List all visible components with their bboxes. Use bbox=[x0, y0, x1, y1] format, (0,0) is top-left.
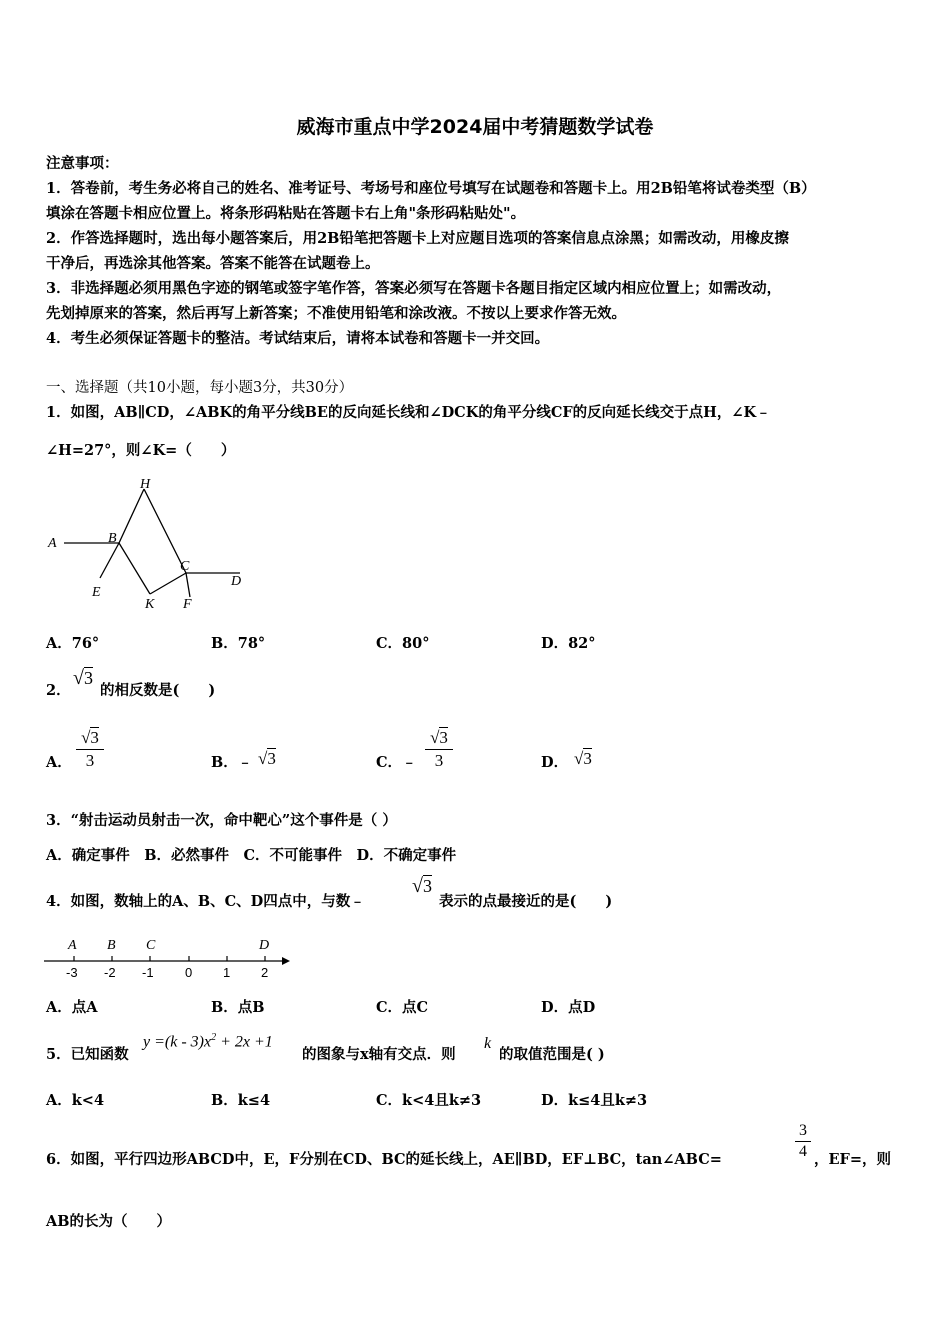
q2-option-b-sqrt: √3 bbox=[258, 749, 276, 768]
q6-stem-line2: AB的长为（ ） bbox=[46, 1213, 172, 1230]
q5-formula-part2: + 2x +1 bbox=[216, 1033, 273, 1051]
fig-label-D: D bbox=[231, 574, 242, 589]
notice-line-2b: 干净后，再选涂其他答案。答案不能答在试题卷上。 bbox=[46, 255, 380, 272]
notice-line-3b: 先划掉原来的答案，然后再写上新答案；不准使用铅笔和涂改液。不按以上要求作答无效。 bbox=[46, 305, 626, 322]
q2-option-d[interactable]: D． bbox=[541, 754, 569, 771]
q2-sqrt3: √3 bbox=[73, 667, 93, 689]
q2-option-c[interactable]: C．﹣ bbox=[376, 754, 417, 771]
q2-sqrt3-radicand: 3 bbox=[83, 668, 93, 688]
axis-point-B: B bbox=[107, 938, 116, 953]
q6-stem-line1b: ，EF=，则 bbox=[814, 1151, 891, 1168]
fig-label-H: H bbox=[140, 477, 151, 492]
q2-stem: 的相反数是( ) bbox=[100, 682, 216, 699]
q4-option-a[interactable]: A．点A bbox=[46, 999, 98, 1016]
q5-stem-post: 的取值范围是( ) bbox=[499, 1046, 605, 1063]
q5-formula-exponent: 2 bbox=[211, 1032, 217, 1043]
q2-c-num-radicand: 3 bbox=[439, 728, 448, 747]
q3-stem: 3．“射击运动员射击一次，命中靶心”这个事件是（ ） bbox=[46, 812, 397, 829]
q5-stem-mid: 的图象与x轴有交点．则 bbox=[302, 1046, 456, 1063]
notice-line-4: 4．考生必须保证答题卡的整洁。考试结束后，请将本试卷和答题卡一并交回。 bbox=[46, 330, 550, 347]
q5-option-b[interactable]: B．k≤4 bbox=[211, 1092, 271, 1109]
q2-number: 2． bbox=[46, 682, 71, 699]
q5-k-variable: k bbox=[484, 1035, 492, 1052]
q1-option-d[interactable]: D．82° bbox=[541, 635, 596, 652]
q3-options[interactable]: A．确定事件 B．必然事件 C．不可能事件 D．不确定事件 bbox=[46, 847, 457, 864]
q1-geometry-figure bbox=[44, 470, 254, 620]
q4-option-c[interactable]: C．点C bbox=[376, 999, 429, 1016]
fig-label-K: K bbox=[145, 597, 155, 612]
q1-option-a[interactable]: A．76° bbox=[46, 635, 100, 652]
q2-b-radicand: 3 bbox=[267, 749, 276, 768]
q4-option-b[interactable]: B．点B bbox=[211, 999, 265, 1016]
q1-option-c[interactable]: C．80° bbox=[376, 635, 430, 652]
q4-sqrt3-radicand: 3 bbox=[422, 876, 432, 896]
axis-tick-minus3: -3 bbox=[66, 965, 78, 980]
fig-label-F: F bbox=[183, 597, 192, 612]
notice-line-1b: 填涂在答题卡相应位置上。将条形码粘贴在答题卡右上角"条形码粘贴处"。 bbox=[46, 205, 526, 222]
q6-stem-line1a: 6．如图，平行四边形ABCD中，E，F分别在CD、BC的延长线上，AE∥BD，EF⊥BC，tan∠ABC= bbox=[46, 1151, 722, 1168]
q4-stem-post: 表示的点最接近的是( ) bbox=[439, 893, 613, 910]
q4-sqrt3: √3 bbox=[412, 875, 432, 897]
q6-fraction-numerator: 3 bbox=[799, 1122, 807, 1139]
fig-label-C: C bbox=[180, 559, 190, 574]
q2-a-denominator: 3 bbox=[85, 751, 95, 770]
notice-line-1a: 1．答卷前，考生务必将自己的姓名、准考证号、考场号和座位号填写在试题卷和答题卡上。用2B铅笔将试卷类型（B） bbox=[46, 180, 816, 197]
q2-option-a-fraction: √3 3 bbox=[76, 728, 104, 771]
q5-formula-part1: y =(k - 3)x bbox=[143, 1033, 212, 1051]
q6-tan-fraction bbox=[795, 1122, 811, 1161]
axis-point-D: D bbox=[259, 938, 270, 953]
notice-heading: 注意事项： bbox=[46, 155, 119, 172]
notice-line-3a: 3．非选择题必须用黑色字迹的钢笔或签字笔作答，答案必须写在答题卡各题目指定区域内相应位置上；如需改动， bbox=[46, 280, 782, 297]
q2-option-d-sqrt: √3 bbox=[574, 749, 592, 768]
q5-formula bbox=[143, 1032, 273, 1051]
axis-tick-2: 2 bbox=[261, 965, 269, 980]
notice-line-2a: 2．作答选择题时，选出每小题答案后，用2B铅笔把答题卡上对应题目选项的答案信息点涂黑；如需改动，用橡皮擦 bbox=[46, 230, 789, 247]
q5-option-d[interactable]: D．k≤4且k≠3 bbox=[541, 1092, 648, 1109]
axis-tick-0: 0 bbox=[185, 965, 193, 980]
q5-option-c[interactable]: C．k<4且k≠3 bbox=[376, 1092, 482, 1109]
q4-number-line bbox=[42, 932, 292, 982]
q5-stem-pre: 5．已知函数 bbox=[46, 1046, 129, 1063]
q2-c-denominator: 3 bbox=[434, 751, 444, 770]
q1-option-b[interactable]: B．78° bbox=[211, 635, 266, 652]
axis-point-A: A bbox=[68, 938, 77, 953]
fig-label-B: B bbox=[108, 531, 117, 546]
q1-stem-line2: ∠H=27°，则∠K=（ ） bbox=[46, 442, 236, 459]
axis-tick-minus2: -2 bbox=[104, 965, 116, 980]
q2-option-b[interactable]: B．﹣ bbox=[211, 754, 253, 771]
q5-option-a[interactable]: A．k<4 bbox=[46, 1092, 105, 1109]
fig-label-A: A bbox=[48, 536, 57, 551]
fig-label-E: E bbox=[92, 585, 101, 600]
page-title: 威海市重点中学2024届中考猜题数学试卷 bbox=[296, 116, 654, 138]
q4-stem-pre: 4．如图，数轴上的A、B、C、D四点中，与数﹣ bbox=[46, 893, 365, 910]
q2-option-c-fraction: √3 3 bbox=[425, 728, 453, 771]
axis-tick-1: 1 bbox=[223, 965, 231, 980]
q2-option-a[interactable]: A． bbox=[46, 754, 72, 771]
q1-stem-line1: 1．如图，AB∥CD，∠ABK的角平分线BE的反向延长线和∠DCK的角平分线CF的反向延长线交于点H，∠K﹣ bbox=[46, 404, 771, 421]
axis-point-C: C bbox=[146, 938, 156, 953]
q6-fraction-denominator: 4 bbox=[799, 1143, 807, 1160]
axis-tick-minus1: -1 bbox=[142, 965, 154, 980]
q4-option-d[interactable]: D．点D bbox=[541, 999, 596, 1016]
q2-d-radicand: 3 bbox=[583, 749, 592, 768]
section-heading: 一、选择题（共10小题，每小题3分，共30分） bbox=[46, 380, 354, 396]
q2-a-num-radicand: 3 bbox=[90, 728, 99, 747]
